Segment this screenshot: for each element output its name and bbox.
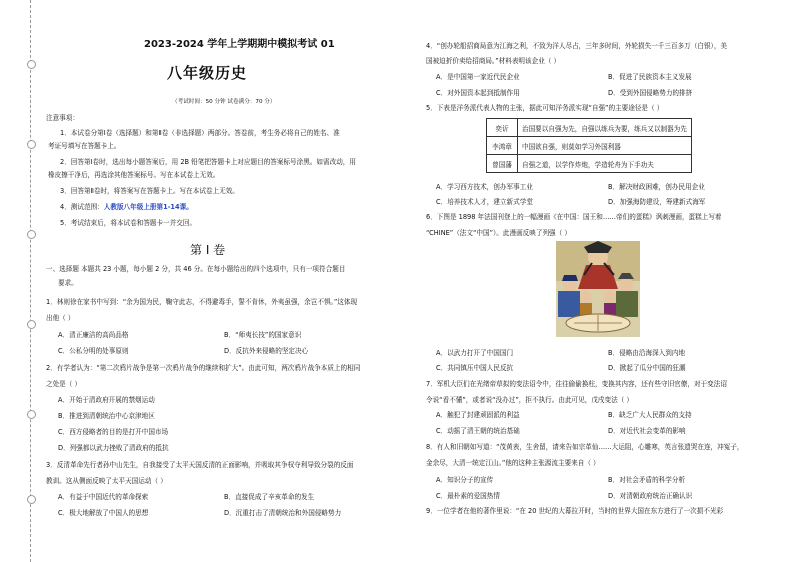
option-c[interactable]: C．共同镇压中国人民反抗 <box>436 364 514 372</box>
option-d[interactable]: D．列强都以武力挫败了清政府的抵抗 <box>58 444 169 452</box>
table-cell-name: 李鸿章 <box>487 137 518 155</box>
binding-line <box>30 0 31 562</box>
exam-time-info: （考试时间：50 分钟 试卷满分：70 分） <box>172 99 276 105</box>
question-stem: 教训。这从侧面反映了太平天国运动（ ） <box>46 477 167 485</box>
option-c[interactable]: C．最朴素的爱国热情 <box>436 492 500 500</box>
question-stem: 3．反清革命先行者孙中山先生，自我接受了太平天国反清的正面影响，并吸取其争权夺利导致分裂的反面 <box>46 461 354 469</box>
option-a[interactable]: A．触犯了封建顽固派的利益 <box>436 411 520 419</box>
question-stem: 9．一位学者在他的著作里说：“在 20 世纪的大幕拉开时，当时的世界大国在东方进行了一次损不光彩 <box>426 507 724 515</box>
option-b[interactable]: B．对社会矛盾的科学分析 <box>608 476 686 484</box>
notes-line: 5．考试结束后，将本试卷和答题卡一并交回。 <box>60 219 197 227</box>
section-title: 第 Ⅰ 卷 <box>190 243 226 257</box>
question-stem: 8．有人和旧朝如写道：“茂黄表，生舍留，请来告如宗革仙……大运阻，心雕寒，英言张遗哭在连，冲冤子， <box>426 443 744 451</box>
option-a[interactable]: A．清正廉洁的高尚品格 <box>58 331 129 339</box>
notes-line: 3．回答第Ⅱ卷时，将答案写在答题卡上。写在本试卷上无效。 <box>60 187 239 195</box>
question-stem: 2．有学者认为：“第二次鸦片战争是第一次鸦片战争的继续和扩大”。由此可知，两次鸦片战争本质上的相同 <box>46 364 361 372</box>
option-b[interactable]: B．“师夷长技”的国家意识 <box>224 331 302 339</box>
table-cell-view: 中国欲自强，则莫如学习外国利器 <box>518 137 692 155</box>
exam-title: 2023-2024 学年上学期期中模拟考试 01 <box>144 39 335 50</box>
question-stem: 5．下表是洋务派代表人物的主张，据此可知洋务派实现“自强”的主要途径是（ ） <box>426 104 664 112</box>
binding-hole <box>27 60 36 69</box>
binding-hole <box>27 410 36 419</box>
binding-hole <box>27 140 36 149</box>
option-a[interactable]: A．学习西方技术，创办军事工业 <box>436 183 533 191</box>
option-b[interactable]: B．直接促成了辛亥革命的发生 <box>224 493 315 501</box>
question-stem: 令说“看不懂”，或者说“没办过”，拒不执行。由此可见，戊戌变法（ ） <box>426 396 633 404</box>
policy-table <box>486 118 692 173</box>
option-c[interactable]: C．动摇了清王朝的统治基础 <box>436 427 520 435</box>
question-stem: 7．军机大臣们在光绪帝草拟的变法诏令中，往往偷偷换柱，变换其内容，还有些守旧官僚，对于变法诏 <box>426 380 727 388</box>
question-stem: 4．“创办轮船招商局意为江海之利，不致为洋人尽占，三年多时间，外轮损失一千三百多万（白银），美 <box>426 42 728 50</box>
option-d[interactable]: D．对近代社会变革的影响 <box>608 427 686 435</box>
option-d[interactable]: D．受到外国侵略势力的排挤 <box>608 89 693 97</box>
binding-hole <box>27 495 36 504</box>
test-scope-value: 人教版八年级上册第1-14课。 <box>103 203 193 211</box>
table-cell-name: 奕䜣 <box>487 119 518 137</box>
question-stem: 之处是（ ） <box>46 380 82 388</box>
option-b[interactable]: B．解决财政困难，创办民用企业 <box>608 183 705 191</box>
section-intro: 一、选择题 本题共 23 小题，每小题 2 分，共 46 分。在每小题给出的四个选项中，只有一项符合题目 <box>46 265 346 273</box>
option-c[interactable]: C．西方侵略者的目的是打开中国市场 <box>58 428 169 436</box>
notes-line: 橡皮擦干净后，再选涂其他答案标号。写在本试卷上无效。 <box>48 171 220 179</box>
option-b[interactable]: B．侵略由沿海深入到内地 <box>608 349 686 357</box>
option-d[interactable]: D．掀起了瓜分中国的狂潮 <box>608 364 686 372</box>
question-stem: 金余尽，大清一统定江山。”他的这种主张源流主要来自（ ） <box>426 459 600 467</box>
option-d[interactable]: D．加强海防建设，筹建新式海军 <box>608 198 706 206</box>
option-d[interactable]: D．沉重打击了清朝统治和外国侵略势力 <box>224 509 342 517</box>
option-b[interactable]: B．推进到清朝统治中心京津地区 <box>58 412 155 420</box>
notes-line: 考证号填写在答题卡上。 <box>48 142 121 150</box>
binding-hole <box>27 320 36 329</box>
section-intro: 要求。 <box>58 279 78 287</box>
subject-title: 八年级历史 <box>167 64 248 82</box>
option-a[interactable]: A．知识分子的宣传 <box>436 476 494 484</box>
question-stem: 出他（ ） <box>46 314 75 322</box>
option-d[interactable]: D．反抗外来侵略的坚定决心 <box>224 347 309 355</box>
table-row <box>487 137 692 155</box>
notes-title: 注意事项： <box>46 114 79 122</box>
option-c[interactable]: C．对外国资本起到抵制作用 <box>436 89 520 97</box>
test-scope <box>60 203 193 212</box>
option-b[interactable]: B．促进了民族资本主义发展 <box>608 73 692 81</box>
question-stem: 国被迫折价卖给招商局。”材料表明该企业（ ） <box>426 57 561 65</box>
table-cell-view: 自强之道，以学作炸炮，学造轮舟为下手功夫 <box>518 155 692 173</box>
question-stem: 1．林则徐在家书中写到：“余为国为民，鞠守此志，不得避毒手，誓不肯休，外夷虽强，余岂不惧。”这体现 <box>46 298 358 306</box>
cake-cartoon-image <box>556 241 640 337</box>
question-stem: 6．下图是 1898 年法国刊登上的一幅漫画《在中国：国王和……帝们的蛋糕》讽刺漫画，蛋糕上写着 <box>426 213 722 221</box>
table-row <box>487 119 692 137</box>
binding-margin <box>0 0 36 562</box>
option-a[interactable]: A．开始于清政府开展的禁烟运动 <box>58 396 155 404</box>
table-cell-name: 曾国藩 <box>487 155 518 173</box>
option-a[interactable]: A．以武力打开了中国国门 <box>436 349 514 357</box>
test-scope-label: 4．测试范围： <box>60 203 104 211</box>
option-c[interactable]: C．培养技术人才，建立新式学堂 <box>436 198 533 206</box>
table-row <box>487 155 692 173</box>
option-c[interactable]: C．公私分明的处事原则 <box>58 347 129 355</box>
table-cell-view: 治国要以自强为先，自强以练兵为要，练兵又以制器为先 <box>518 119 692 137</box>
option-d[interactable]: D．对清朝政府统治正确认识 <box>608 492 693 500</box>
option-a[interactable]: A．是中国第一家近代民企业 <box>436 73 520 81</box>
notes-line: 1．本试卷分第Ⅰ卷（选择题）和第Ⅱ卷（非选择题）两部分。答卷前，考生务必将自己的姓名、准 <box>60 129 340 137</box>
notes-line: 2．回答第Ⅰ卷时，选出每小题答案后，用 2B 铅笔把答题卡上对应题目的答案标号涂黑。如需改动，用 <box>60 158 356 166</box>
option-b[interactable]: B．缺乏广大人民群众的支持 <box>608 411 692 419</box>
option-c[interactable]: C．极大地解放了中国人的思想 <box>58 509 149 517</box>
question-stem: “CHINE”（法文“中国”）。此漫画反映了列强（ ） <box>426 229 571 237</box>
binding-hole <box>27 230 36 239</box>
option-a[interactable]: A．有益于中国近代的革命探索 <box>58 493 149 501</box>
